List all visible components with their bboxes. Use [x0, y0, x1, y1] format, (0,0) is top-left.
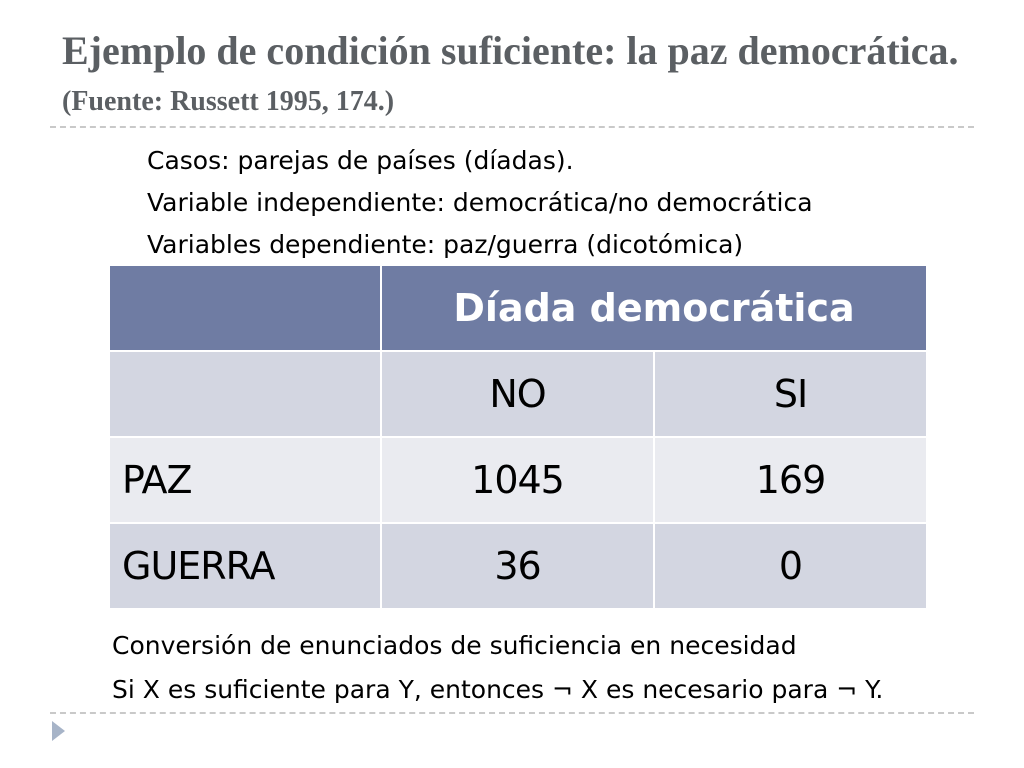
cell-guerra-si: 0	[654, 523, 927, 609]
conversion-text	[112, 624, 992, 712]
conversion-line-1: Conversión de enunciados de suficiencia en necesidad	[112, 631, 797, 660]
bottom-divider	[50, 712, 974, 714]
triangle-right-icon	[52, 721, 65, 741]
top-divider	[50, 126, 974, 128]
table-corner-cell	[109, 265, 381, 351]
table-header-row	[109, 265, 927, 351]
slide-title-source: (Fuente: Russett 1995, 174.)	[62, 86, 395, 117]
conversion-line-2: Si X es suficiente para Y, entonces ¬ X es necesario para ¬ Y.	[112, 675, 884, 704]
table-header-dyad: Díada democrática	[381, 265, 927, 351]
slide-title	[62, 28, 962, 125]
table-subheader-si: SI	[654, 351, 927, 437]
slide-title-main: Ejemplo de condición suficiente: la paz democrática.	[62, 28, 959, 73]
table-subheader-row	[109, 351, 927, 437]
table-subheader-corner	[109, 351, 381, 437]
cell-guerra-no: 36	[381, 523, 654, 609]
contingency-table	[108, 264, 928, 610]
bullet-list	[147, 140, 967, 266]
cell-paz-no: 1045	[381, 437, 654, 523]
bullet-cases: Casos: parejas de países (díadas).	[147, 146, 574, 175]
cell-paz-si: 169	[654, 437, 927, 523]
bullet-dependent-variable: Variables dependiente: paz/guerra (dicotómica)	[147, 230, 744, 259]
table-subheader-no: NO	[381, 351, 654, 437]
table-row-paz	[109, 437, 927, 523]
row-label-guerra: GUERRA	[109, 523, 381, 609]
row-label-paz: PAZ	[109, 437, 381, 523]
table-row-guerra	[109, 523, 927, 609]
bullet-independent-variable: Variable independiente: democrática/no democrática	[147, 188, 813, 217]
